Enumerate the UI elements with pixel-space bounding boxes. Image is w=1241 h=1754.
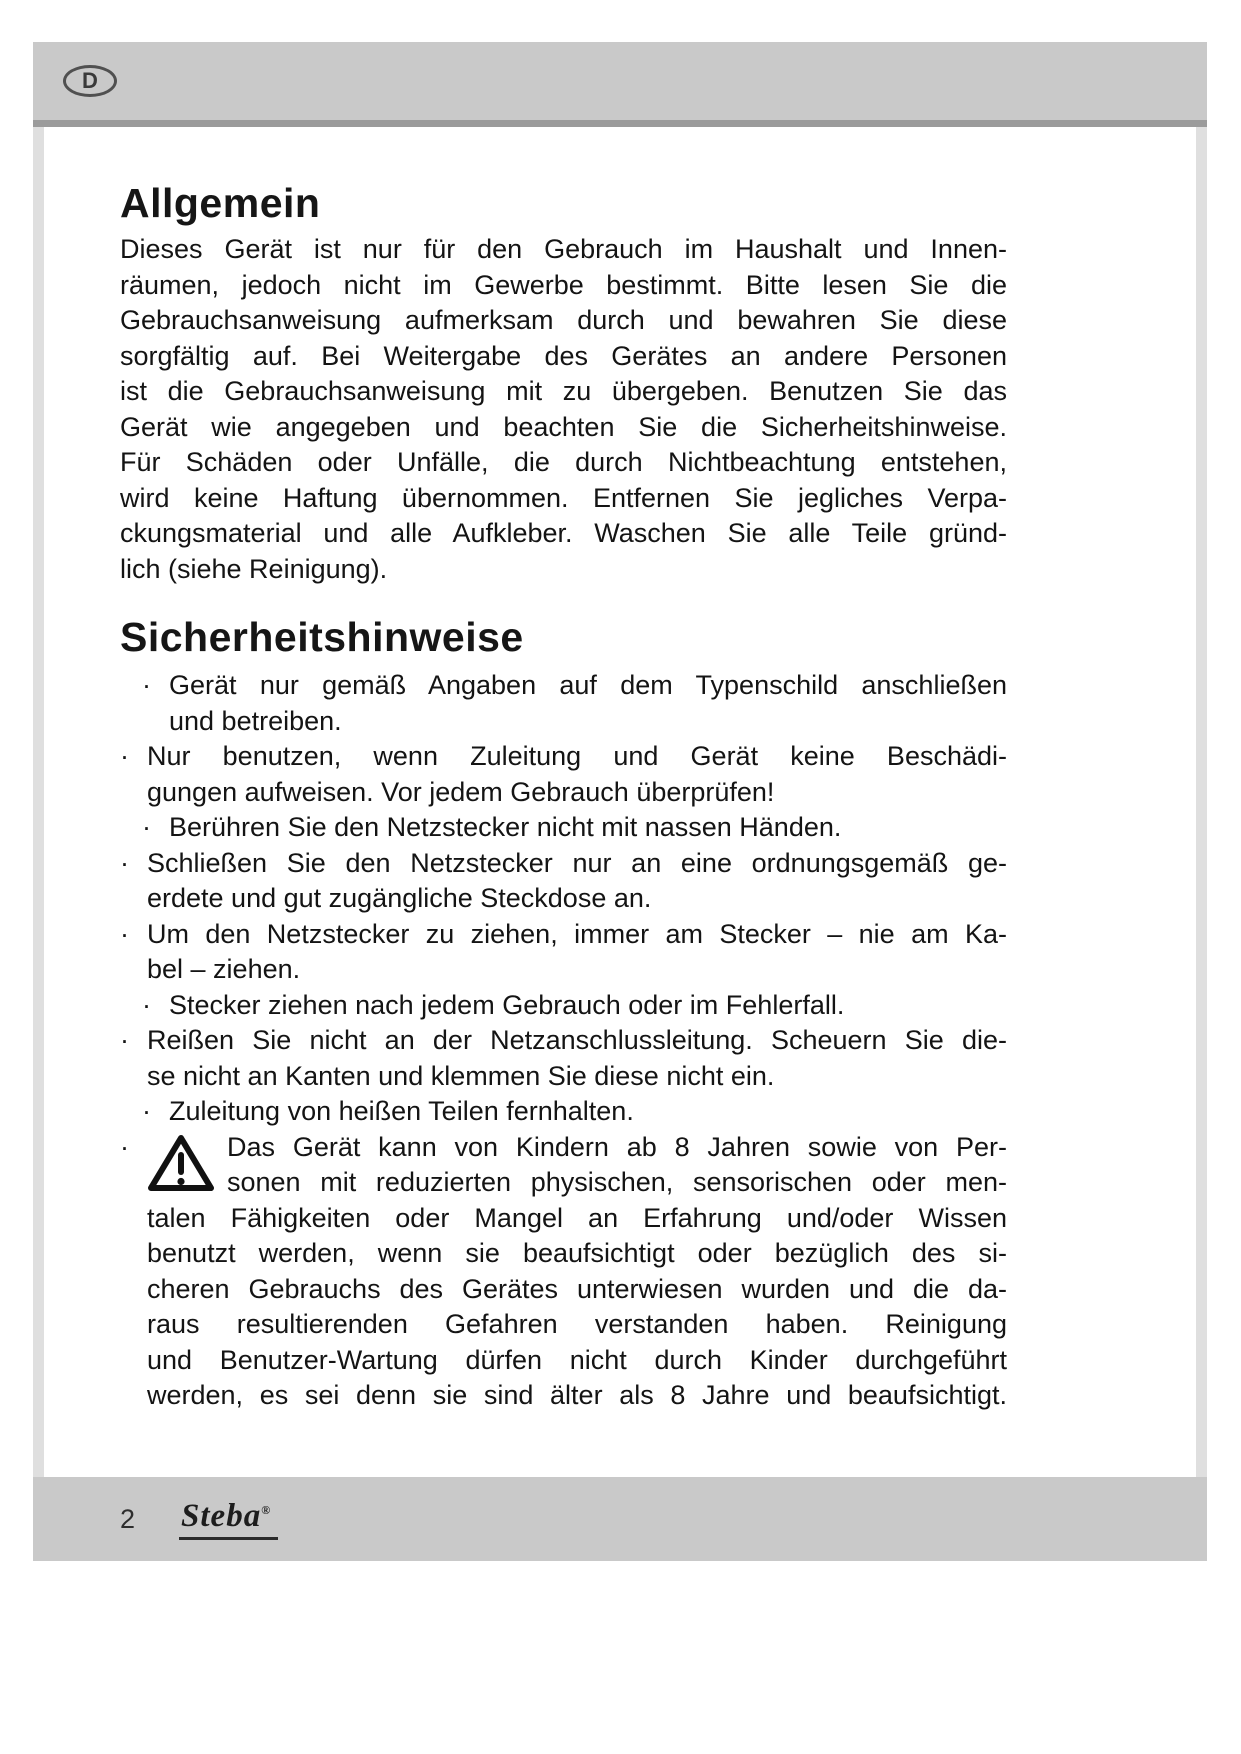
text-line: Schließen Sie den Netzstecker nur an eine ordnungsgemäß ge- (147, 847, 1007, 878)
header-band (33, 42, 1207, 127)
text-line: Das Gerät kann von Kindern ab 8 Jahren sowie von Per- (227, 1131, 1007, 1162)
language-badge-label: D (82, 68, 98, 93)
text-line: lich (siehe Reinigung). (120, 553, 388, 584)
bullet-marker: · (120, 741, 129, 771)
bullet-content (147, 1130, 1007, 1414)
bullet-content (147, 917, 1007, 988)
text-line: Nur benutzen, wenn Zuleitung und Gerät keine Beschädi- (147, 741, 1007, 771)
text-line: räumen, jedoch nicht im Gewerbe bestimmt. Bitte lesen Sie die (120, 269, 1007, 300)
text-line: Zuleitung von heißen Teilen fernhalten. (169, 1096, 634, 1126)
page-number: 2 (120, 1503, 136, 1534)
bullet-item (120, 917, 1007, 988)
bullet-marker: · (120, 1025, 129, 1055)
text-line: und Benutzer-Wartung dürfen nicht durch Kinder durchgeführt (147, 1344, 1007, 1375)
page-content (120, 180, 1007, 1414)
bullet-content (169, 810, 1007, 846)
text-line: Reißen Sie nicht an der Netzanschlussleitung. Scheuern Sie die- (147, 1025, 1007, 1055)
bullet-marker: · (120, 1131, 129, 1162)
safety-bullet-list (120, 668, 1007, 1414)
text-line: sorgfältig auf. Bei Weitergabe des Gerätes an andere Personen (120, 340, 1007, 371)
text-line: gungen aufweisen. Vor jedem Gebrauch überprüfen! (147, 776, 775, 807)
text-line: werden, es sei denn sie sind älter als 8 Jahre und beaufsichtigt. (147, 1380, 1007, 1410)
warning-triangle-icon (147, 1130, 227, 1196)
left-edge-bar (33, 127, 44, 1477)
text-line: bel – ziehen. (147, 954, 301, 984)
text-line: Dieses Gerät ist nur für den Gebrauch im Haushalt und Innen- (120, 234, 1007, 264)
text-line: ist die Gebrauchsanweisung mit zu übergeben. Benutzen Sie das (120, 376, 1007, 406)
allgemein-paragraph (120, 232, 1007, 587)
bullet-marker: · (142, 1096, 151, 1126)
bullet-item (120, 1023, 1007, 1094)
brand-logo-text: Steba (181, 1498, 262, 1534)
text-line: Für Schäden oder Unfälle, die durch Nichtbeachtung entstehen, (120, 447, 1007, 477)
bullet-marker: · (142, 989, 151, 1020)
bullet-item (120, 810, 1007, 846)
text-line: sonen mit reduzierten physischen, sensorischen oder men- (227, 1167, 1007, 1197)
bullet-item (120, 739, 1007, 810)
bullet-marker: · (142, 670, 151, 700)
text-line: cheren Gebrauchs des Gerätes unterwiesen wurden und die da- (147, 1273, 1007, 1304)
text-line: Stecker ziehen nach jedem Gebrauch oder im Fehlerfall. (169, 989, 845, 1020)
bullet-marker: · (120, 847, 129, 878)
bullet-content (169, 1094, 1007, 1130)
bullet-marker: · (120, 918, 129, 949)
bullet-content (147, 739, 1007, 810)
section-heading-sicherheitshinweise: Sicherheitshinweise (120, 614, 524, 660)
text-line: raus resultierenden Gefahren verstanden haben. Reinigung (147, 1309, 1007, 1339)
text-line: erdete und gut zugängliche Steckdose an. (147, 883, 652, 913)
bullet-item (120, 846, 1007, 917)
bullet-item (120, 1094, 1007, 1130)
brand-logo (179, 1498, 278, 1540)
bullet-content (169, 668, 1007, 739)
text-line: se nicht an Kanten und klemmen Sie diese nicht ein. (147, 1060, 775, 1091)
text-line: ckungsmaterial und alle Aufkleber. Waschen Sie alle Teile gründ- (120, 518, 1007, 548)
text-line: Um den Netzstecker zu ziehen, immer am Stecker – nie am Ka- (147, 918, 1007, 949)
text-line: benutzt werden, wenn sie beaufsichtigt oder bezüglich des si- (147, 1238, 1007, 1268)
section-heading-allgemein: Allgemein (120, 180, 321, 226)
language-badge (63, 65, 117, 97)
text-line: Gerät nur gemäß Angaben auf dem Typenschild anschließen (169, 670, 1007, 700)
brand-trademark-icon: ® (261, 1503, 271, 1517)
text-line: Berühren Sie den Netzstecker nicht mit nassen Händen. (169, 812, 842, 842)
text-line: talen Fähigkeiten oder Mangel an Erfahrung und/oder Wissen (147, 1202, 1007, 1233)
bullet-content (169, 988, 1007, 1024)
bullet-item (120, 668, 1007, 739)
bullet-item-warning (120, 1130, 1007, 1414)
bullet-content (147, 1023, 1007, 1094)
text-line: wird keine Haftung übernommen. Entfernen Sie jegliches Verpa- (120, 482, 1007, 513)
text-line: Gerät wie angegeben und beachten Sie die Sicherheitshinweise. (120, 411, 1007, 442)
right-edge-bar (1196, 127, 1207, 1477)
text-line: und betreiben. (169, 705, 342, 736)
text-line: Gebrauchsanweisung aufmerksam durch und bewahren Sie diese (120, 305, 1007, 335)
bullet-content (147, 846, 1007, 917)
bullet-item (120, 988, 1007, 1024)
footer-band (33, 1477, 1207, 1561)
bullet-marker: · (142, 812, 151, 842)
